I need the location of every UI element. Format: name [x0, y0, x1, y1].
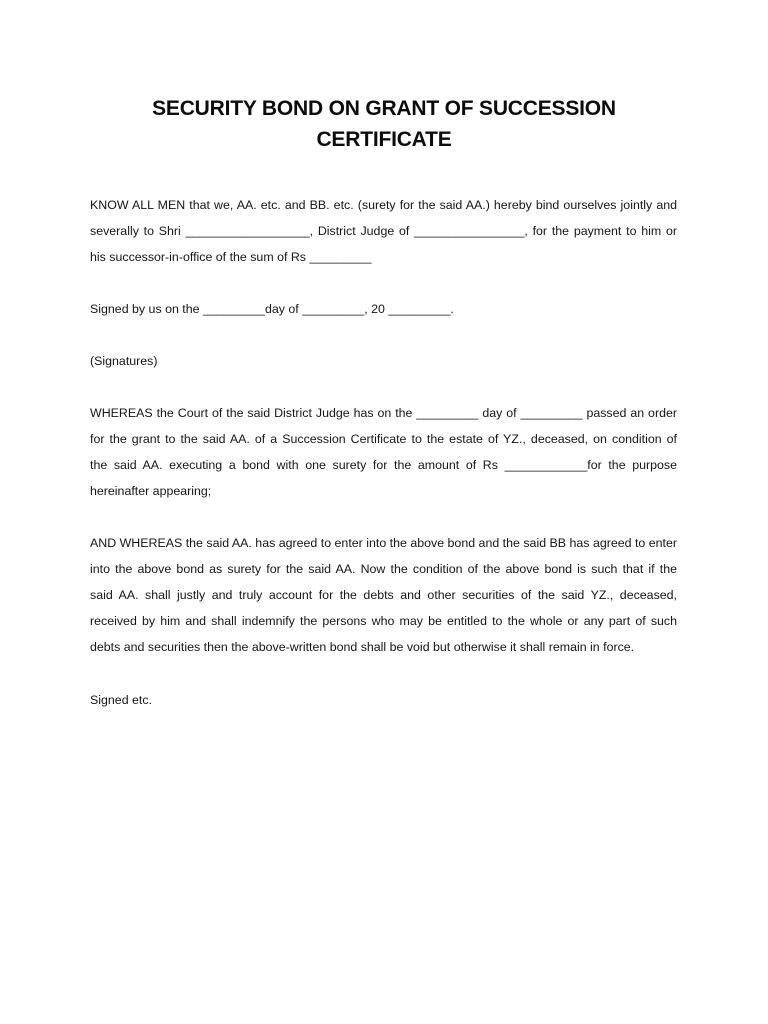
paragraph-line: for the grant to the said AA. of a Succession Certificate to the estate of YZ., deceased, on condition of — [90, 432, 677, 446]
paragraph-signed-etc — [90, 687, 677, 713]
paragraph-line: WHEREAS the Court of the said District Judge has on the _________ day of _________ passed an order — [90, 406, 677, 420]
paragraph-line: (Signatures) — [90, 354, 158, 368]
paragraph-line: AND WHEREAS the said AA. has agreed to enter into the above bond and the said BB has agreed to enter — [90, 536, 677, 550]
paragraph-line: debts and securities then the above-written bond shall be void but otherwise it shall remain in force. — [90, 640, 635, 654]
paragraph-signatures — [90, 348, 677, 374]
paragraph-line: into the above bond as surety for the said AA. Now the condition of the above bond is such that if the — [90, 562, 677, 576]
paragraph-line: said AA. shall justly and truly account for the debts and other securities of the said YZ., deceased, — [90, 588, 677, 602]
paragraph-line: received by him and shall indemnify the persons who may be entitled to the whole or any part of such — [90, 614, 677, 628]
paragraph-and-whereas — [90, 530, 677, 660]
paragraph-whereas — [90, 400, 677, 504]
title-line-1: SECURITY BOND ON GRANT OF SUCCESSION — [152, 97, 616, 120]
paragraph-line: Signed etc. — [90, 693, 152, 707]
paragraph-signed-by-us — [90, 296, 677, 322]
paragraph-line: severally to Shri __________________, District Judge of ________________, for the payment to him or — [90, 224, 677, 238]
paragraph-line: his successor-in-office of the sum of Rs _________ — [90, 250, 372, 264]
paragraph-line: Signed by us on the _________day of _________, 20 _________. — [90, 302, 454, 316]
paragraph-know-all-men — [90, 192, 677, 270]
document-title — [90, 93, 678, 155]
paragraph-line: the said AA. executing a bond with one surety for the amount of Rs ____________for the purpose — [90, 458, 677, 472]
paragraph-line: KNOW ALL MEN that we, AA. etc. and BB. etc. (surety for the said AA.) hereby bind ourselves jointly and — [90, 198, 677, 212]
paragraph-line: hereinafter appearing; — [90, 484, 212, 498]
title-line-2: CERTIFICATE — [316, 128, 452, 151]
